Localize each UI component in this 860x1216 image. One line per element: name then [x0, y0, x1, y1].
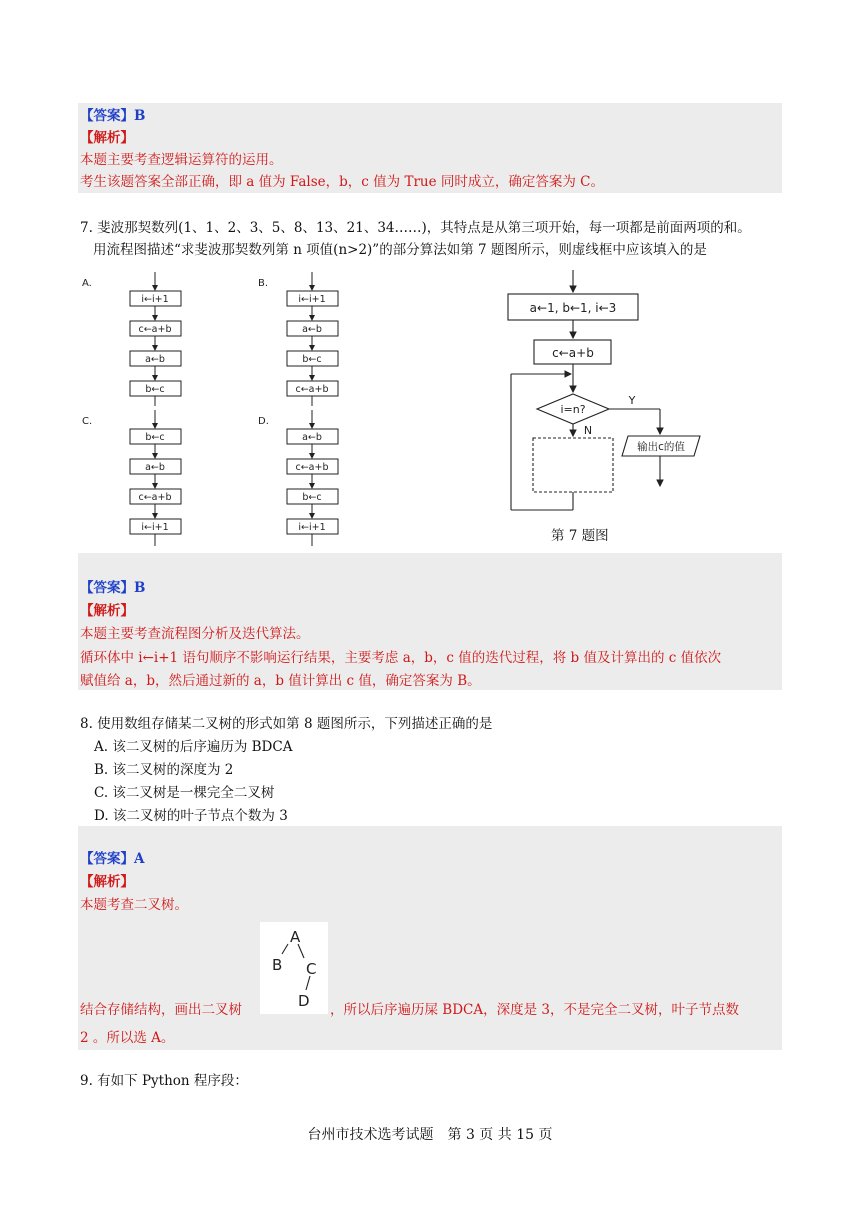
question-8-option: A. 该二叉树的后序遍历为 BDCA [94, 739, 293, 755]
answer-label: 【答案】B [80, 108, 146, 124]
option-c-step: i←i+1 [141, 522, 169, 533]
analysis-text: ，所以后序遍历屎 BDCA，深度是 3，不是完全二叉树，叶子节点数 [330, 1002, 739, 1018]
flow-init: a←1, b←1, i←3 [529, 301, 617, 315]
option-b-step: c←a+b [295, 384, 329, 395]
page-footer: 台州市技术选考试题 第 3 页 共 15 页 [307, 1127, 553, 1143]
answer-label: 【答案】B [80, 580, 146, 596]
tree-node: A [290, 928, 301, 946]
analysis-text: 2 。所以选 A。 [80, 1030, 175, 1046]
binary-tree-sketch [260, 922, 328, 1014]
tree-node: D [298, 992, 310, 1010]
option-c-step: a←b [145, 462, 165, 473]
option-a-label: A. [82, 278, 92, 289]
option-d-step: b←c [302, 492, 322, 503]
question-8-option: B. 该二叉树的深度为 2 [94, 762, 234, 778]
figure-caption: 第 7 题图 [551, 528, 609, 544]
analysis-text: 循环体中 i←i+1 语句顺序不影响运行结果，主要考虑 a，b，c 值的迭代过程，将 b 值及计算出的 c 值依次 [80, 650, 722, 666]
option-d-step: i←i+1 [298, 522, 326, 533]
option-b-step: i←i+1 [298, 294, 326, 305]
question-7-flowchart [500, 268, 720, 518]
question-7-stem: 7. 斐波那契数列(1、1、2、3、5、8、13、21、34……)，其特点是从第三项开始，每一项都是前面两项的和。 [80, 220, 751, 236]
option-a-step: a←b [145, 354, 165, 365]
question-7-options-figure [78, 268, 378, 548]
question-8-option: D. 该二叉树的叶子节点个数为 3 [94, 808, 288, 824]
analysis-text: 结合存储结构，画出二叉树 [80, 1002, 242, 1018]
option-a-step: c←a+b [138, 324, 172, 335]
flow-output: 输出c的值 [637, 441, 685, 453]
option-c-step: b←c [145, 432, 165, 443]
flow-no: N [583, 424, 593, 437]
option-c-label: C. [82, 416, 93, 427]
question-9-stem: 9. 有如下 Python 程序段： [80, 1073, 248, 1089]
analysis-text: 本题主要考查流程图分析及迭代算法。 [80, 626, 310, 642]
answer-block-q7 [78, 553, 782, 690]
flow-calc: c←a+b [552, 346, 594, 360]
analysis-label: 【解析】 [80, 603, 134, 619]
option-b-step: b←c [302, 354, 322, 365]
option-d-label: D. [258, 416, 269, 427]
analysis-text: 考生该题答案全部正确，即 a 值为 False，b，c 值为 True 同时成立，确定答案为 C。 [80, 174, 604, 190]
tree-node: B [272, 956, 283, 974]
option-d-step: a←b [302, 432, 322, 443]
analysis-label: 【解析】 [80, 130, 134, 146]
answer-label: 【答案】A [80, 851, 145, 867]
question-7-stem: 用流程图描述“求斐波那契数列第 n 项值(n>2)”的部分算法如第 7 题图所示，则虚线框中应该填入的是 [93, 242, 707, 258]
option-b-label: B. [258, 278, 269, 289]
option-c-step: c←a+b [138, 492, 172, 503]
tree-node: C [306, 960, 317, 978]
analysis-text: 本题主要考查逻辑运算符的运用。 [80, 152, 283, 168]
option-a-step: b←c [145, 384, 165, 395]
option-b-step: a←b [302, 324, 322, 335]
analysis-text: 赋值给 a，b，然后通过新的 a，b 值计算出 c 值，确定答案为 B。 [80, 673, 481, 689]
flow-condition: i=n? [560, 403, 586, 416]
option-a-step: i←i+1 [141, 294, 169, 305]
analysis-label: 【解析】 [80, 874, 134, 890]
question-8-stem: 8. 使用数组存储某二叉树的形式如第 8 题图所示，下列描述正确的是 [80, 716, 493, 732]
option-d-step: c←a+b [295, 462, 329, 473]
analysis-text: 本题考查二叉树。 [80, 897, 188, 913]
question-8-option: C. 该二叉树是一棵完全二叉树 [94, 785, 275, 801]
flow-yes: Y [628, 394, 636, 407]
